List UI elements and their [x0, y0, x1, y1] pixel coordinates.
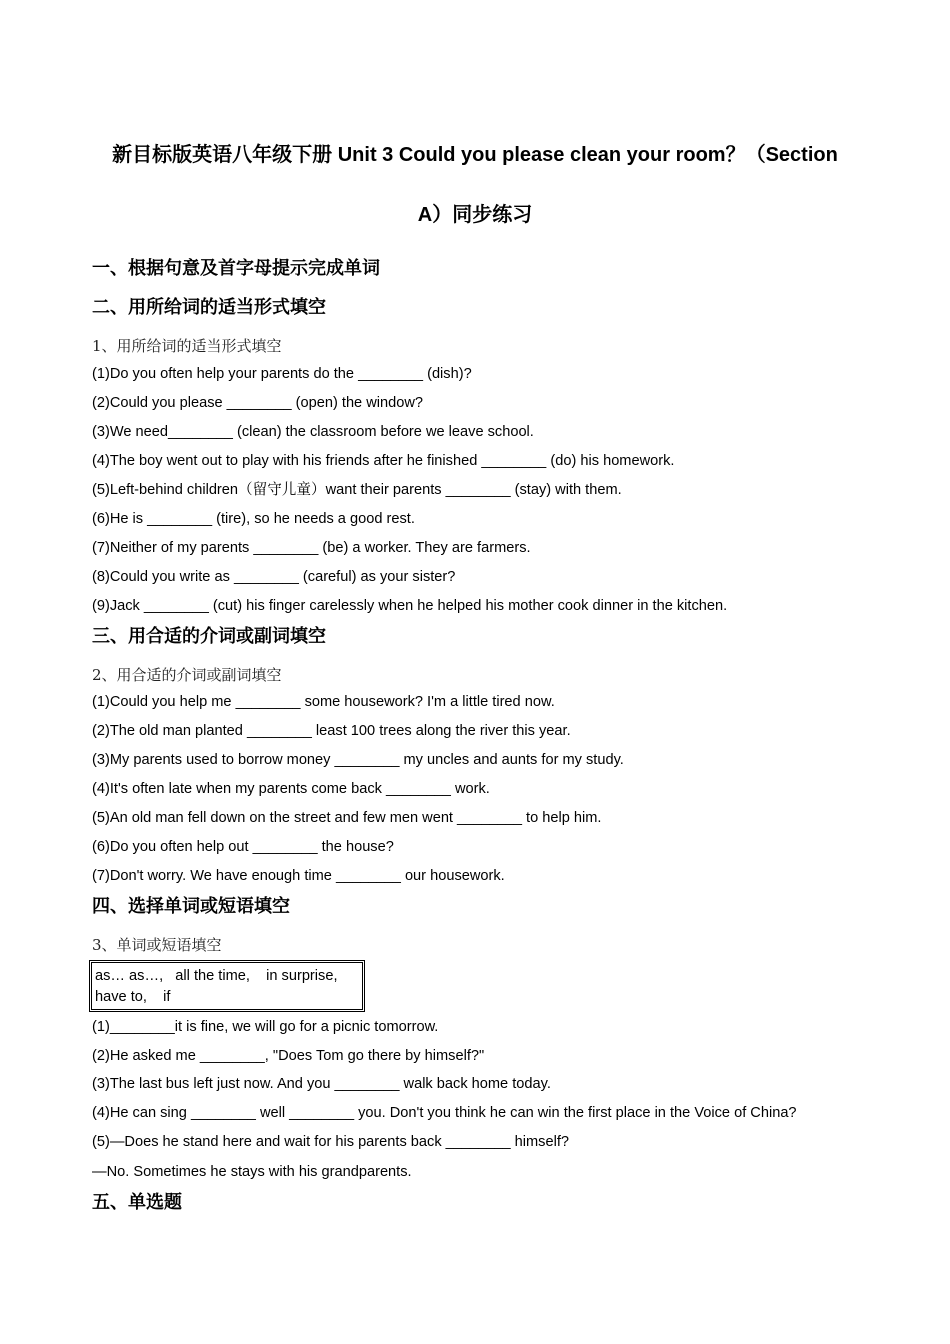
exercise-item: (5)An old man fell down on the street and few men went ________ to help him. — [92, 810, 602, 826]
exercise-item: (1)Do you often help your parents do the ________ (dish)? — [92, 366, 472, 382]
section-heading-4: 四、选择单词或短语填空 — [92, 896, 290, 916]
part1-heading: 1、用所给词的适当形式填空 — [92, 337, 282, 355]
exercise-item: (1)Could you help me ________ some housework? I'm a little tired now. — [92, 694, 555, 710]
exercise-item: (1)________it is fine, we will go for a picnic tomorrow. — [92, 1019, 439, 1035]
word-bank-line1: as… as…, all the time, in surprise, — [95, 968, 338, 984]
page-title-line2: A）同步练习 — [417, 204, 533, 226]
word-bank-line2: have to, if — [95, 989, 171, 1005]
exercise-item: (6)Do you often help out ________ the house? — [92, 839, 394, 855]
exercise-item: (4)It's often late when my parents come back ________ work. — [92, 781, 490, 797]
section-heading-1: 一、根据句意及首字母提示完成单词 — [92, 258, 380, 278]
exercise-item: (2)He asked me ________, "Does Tom go there by himself?" — [92, 1048, 485, 1064]
exercise-item: (7)Neither of my parents ________ (be) a worker. They are farmers. — [92, 540, 531, 556]
part2-heading: 2、用合适的介词或副词填空 — [92, 666, 282, 684]
part3-heading: 3、单词或短语填空 — [92, 936, 222, 954]
exercise-item: (2)The old man planted ________ least 100 trees along the river this year. — [92, 723, 571, 739]
exercise-item: (7)Don't worry. We have enough time ________ our housework. — [92, 868, 505, 884]
page-title-line1: 新目标版英语八年级下册 Unit 3 Could you please clean your room？（Section — [112, 144, 838, 166]
exercise-item: (3)The last bus left just now. And you ________ walk back home today. — [92, 1076, 551, 1092]
exercise-item: (3)My parents used to borrow money ________ my uncles and aunts for my study. — [92, 752, 624, 768]
section-heading-5: 五、单选题 — [92, 1192, 182, 1212]
exercise-item: (4)The boy went out to play with his friends after he finished ________ (do) his homework. — [92, 453, 675, 469]
exercise-item: (6)He is ________ (tire), so he needs a good rest. — [92, 511, 415, 527]
section-heading-2: 二、用所给词的适当形式填空 — [92, 297, 326, 317]
exercise-item: (9)Jack ________ (cut) his finger carelessly when he helped his mother cook dinner in the kitchen. — [92, 598, 728, 614]
exercise-item: (8)Could you write as ________ (careful) as your sister? — [92, 569, 456, 585]
exercise-item: (5)Left-behind children（留守儿童）want their parents ________ (stay) with them. — [92, 482, 622, 498]
word-bank-box — [89, 960, 365, 1012]
exercise-item: (2)Could you please ________ (open) the window? — [92, 395, 424, 411]
exercise-item: (5)—Does he stand here and wait for his parents back ________ himself? — [92, 1134, 570, 1150]
exercise-item: —No. Sometimes he stays with his grandparents. — [92, 1164, 412, 1180]
exercise-item: (4)He can sing ________ well ________ you. Don't you think he can win the first place in the Voice of China? — [92, 1105, 797, 1121]
exercise-item: (3)We need________ (clean) the classroom before we leave school. — [92, 424, 534, 440]
section-heading-3: 三、用合适的介词或副词填空 — [92, 626, 326, 646]
